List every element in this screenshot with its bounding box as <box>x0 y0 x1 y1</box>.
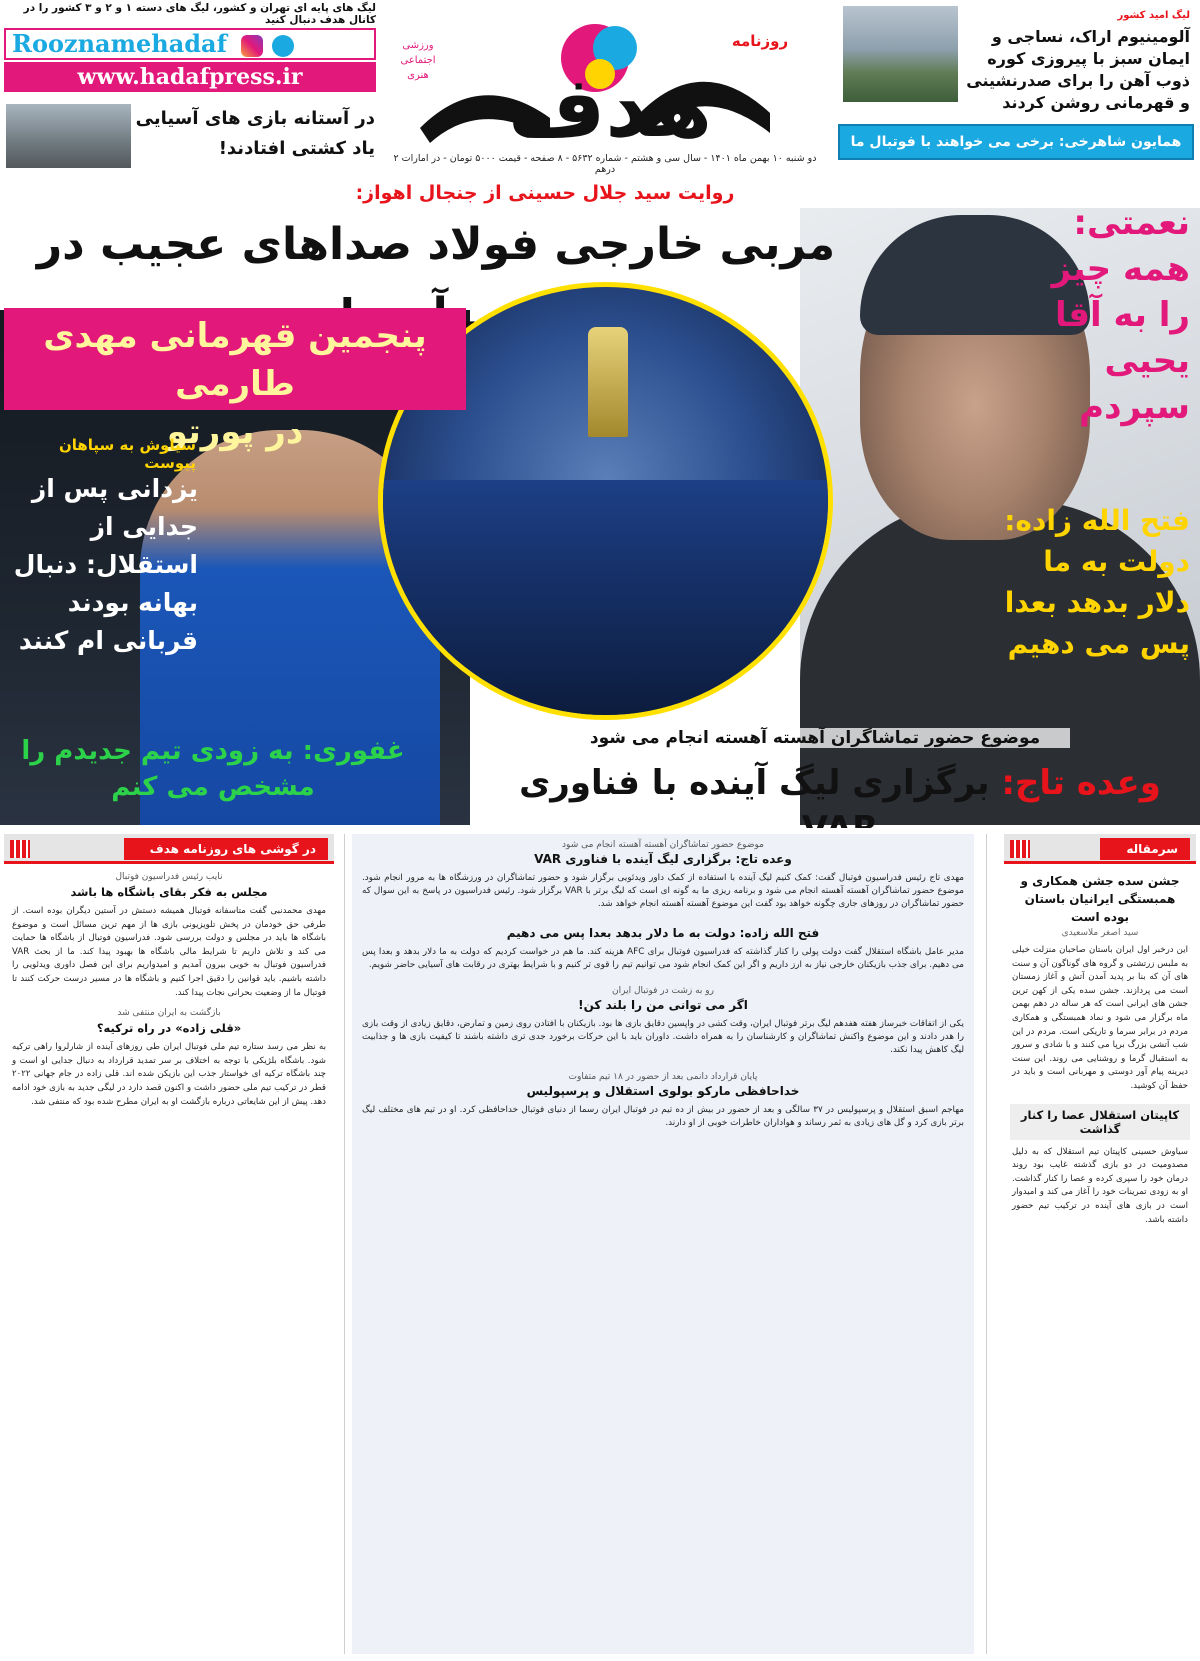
logo-wordmark: هدف <box>507 58 713 156</box>
editorial-author: سید اصغر ملاسعیدی <box>1061 928 1139 938</box>
top-right-band: همایون شاهرخی: برخی می خواهند با فوتبال ما بازی کنند <box>838 124 1194 160</box>
channel-note: لیگ های پایه ای تهران و کشور، لیگ های دسته ۱ و ۲ و ۳ کشور را در کانال هدف دنبال کنید <box>23 2 376 26</box>
taremi-box[interactable] <box>4 308 466 452</box>
top-right-title: آلومینیوم اراک، نساجی و ایمان سبز با پیروزی کوره ذوب آهن را برای صدرنشینی و قهرمانی روشن کردند <box>966 27 1190 112</box>
wrestling-headline[interactable]: در آستانه بازی های آسیایی یاد کشتی افتادند! <box>135 108 375 159</box>
taremi-line-1: پنجمین قهرمانی مهدی طارمی <box>43 316 427 404</box>
left-body-1: مهدی محمدنبی گفت متاسفانه فوتبال همیشه دستش در آستین دیگران بوده است. از طرفی حق خودمان در پخش تلویزیونی بازی ها از مهم ترین مسائل است و موضوع باشگاه ها باید در مجلس و دولت بررسی شود. فدراسیون فوتبال از باشگاه ها حمایت می کند و تلاش داریم تا شرایط مالی باشگاه ها بهبود پیدا کند. ما از بحث VAR فدراسیون فوتبال به خوبی بیرون آمدیم و امیدواریم برای این فصل داوری ویدئویی را داشته باشیم. باید قوانین را دقیق اجرا کنیم و باشگاه ها در مسیر درست حرکت کنند تا فوتبال ما از وضعیت بحرانی نجات پیدا کند. <box>12 906 326 998</box>
top-right-kicker: لیگ امید کشور <box>1117 10 1190 21</box>
mid-kicker-1: موضوع حضور تماشاگران آهسته آهسته انجام می شود <box>562 840 764 850</box>
right-column <box>1004 834 1196 1654</box>
social-handle: Rooznamehadaf <box>12 29 227 58</box>
siavash-sub: سیاوش به سپاهان پیوست <box>58 436 196 472</box>
captain-title[interactable]: کاپیتان استقلال عصا را کنار گذاشت <box>1010 1104 1190 1140</box>
editorial-body: این درخبر اول ایران باستان صاحبان منزلت خیلی به ملبس زرتشتی و گروه های گوناگون آن و سنت های آن که بنا بر پدید آمدن آتش و آغاز زمستان است می پردازند. جشن سده یکی از کهن ترین جشن های ایرانی است که هر ساله در دهم بهمن ماه برگزار می شود و نماد همبستگی و همکاری مردم در برابر سرما و تاریکی است. مردم در این شب آتشی بزرگ برپا می کنند و با شادی و سرور به استقبال گرما و روشنایی می روند. این سنت دیرینه پیام آور دوستی و مهربانی است و باید در حفظ آن کوشید. <box>1012 945 1188 1091</box>
yazdani-headline[interactable]: یزدانی پس از جدایی از استقلال: دنبال بهانه بودند قربانی ام کنند <box>13 474 198 655</box>
main-headline[interactable]: مربی خارجی فولاد صداهای عجیب در <box>36 219 836 270</box>
mid-body-4: مهاجم اسبق استقلال و پرسپولیس در ۳۷ سالگی و بعد از حضور در بیش از ده تیم در فوتبال ایران رسما از دنیای فوتبال خداحافظی کرد. او در تیم های مختلف لیگ برتر بازی کرد و گل های زیادی به ثمر رساند و هواداران خاطرات خوبی از او دارند. <box>362 1104 965 1128</box>
logo-label: روزنامه <box>731 32 789 50</box>
nemati-quote: همه چیز را به آقا یحیی سپردم <box>1051 249 1190 427</box>
var-subhead: موضوع حضور تماشاگران آهسته آهسته انجام می شود <box>560 728 1070 748</box>
mid-kicker-3: رو به زشت در فوتبال ایران <box>612 986 714 997</box>
left-header-block <box>0 0 380 175</box>
editorial-title[interactable]: جشن سده جشن همکاری و همبستگی ایرانیان باستان بوده است <box>1020 874 1180 924</box>
main-kicker: روایت سید جلال حسینی از جنجال اهواز: <box>355 182 735 204</box>
grid-icon <box>1010 840 1030 858</box>
top-right-story[interactable] <box>838 2 1194 182</box>
logo-tag-3: هنری <box>407 70 429 81</box>
left-body-2: به نظر می رسد ستاره تیم ملی فوتبال ایران طی روزهای آینده از شارلروا راهی ترکیه شود. باشگاه بلژیکی با توجه به اختلاف بر سر تمدید قرارداد به دنبال جدایی او است و چند باشگاه ترکیه ای خواستار جذب این بازیکن شده اند. قلی زاده در جام جهانی ۲۰۲۲ قطر در ترکیب تیم ملی حضور داشت و اکنون قصد دارد در لیگی جدید به بازی خود ادامه دهد. پیش از این شایعاتی درباره بازگشت او به ایران مطرح شده بود که منتفی شد. <box>12 1042 326 1107</box>
middle-column <box>352 834 974 1654</box>
taremi-line-2: در پورتو <box>166 412 304 452</box>
mid-title-4[interactable]: خداحافظی مارکو بولوی استقلال و پرسپولیس <box>526 1083 800 1098</box>
left-title-2[interactable]: «قلی زاده» در راه ترکیه؟ <box>96 1021 242 1036</box>
grid-icon <box>10 840 30 858</box>
editorial-title-label: سرمقاله <box>1100 838 1190 860</box>
hadaf-logo <box>400 8 820 158</box>
mid-body-1: مهدی تاج رئیس فدراسیون فوتبال گفت: کمک کنیم لیگ آینده با استفاده از کمک داور ویدئویی برگزار شود و حضور تماشاگران در ورزشگاه ها به مرور انجام شود. موضوع حضور تماشاگران آهسته آهسته انجام می شود و برنامه ریزی ما به گونه ای است که لیگ برتر با VAR برگزار شود. رئیس فدراسیون در پاسخ به این سوال که حضور تماشاگران در روزهای جاری چگونه خواهد بود گفت این موضوع آهسته آهسته انجام خواهد شد. <box>362 873 964 910</box>
issue-meta: دو شنبه ۱۰ بهمن ماه ۱۴۰۱ - سال سی و هشتم - شماره ۵۶۳۲ - ۸ صفحه - قیمت ۵۰۰۰ تومان - در امارات ۲ درهم <box>393 153 817 175</box>
ghafouri-headline[interactable]: غفوری: به زودی تیم جدیدم را مشخص می کنم <box>21 736 405 802</box>
left-column <box>4 834 334 1654</box>
var-headline-a: وعده تاج: <box>1001 763 1161 803</box>
celebrating-players <box>383 480 828 715</box>
mid-body-3: یکی از اتفاقات خبرساز هفته هفدهم لیگ برتر فوتبال ایران، وقت کشی در واپسین دقایق بازی ها بود. بازیکنان با افتادن روی زمین و تمارض، دقایق زیادی از وقت بازی را هدر دادند و این موضوع واکنش تماشاگران و کارشناسان را به همراه داشت. داوران باید با این حرکات برخورد جدی تری داشته باشند تا کیفیت بازی ها و جذابیت لیگ کاهش پیدا نکند. <box>362 1019 964 1056</box>
trophy-icon <box>588 327 628 437</box>
nemati-headline[interactable] <box>1010 200 1190 430</box>
mid-title-2[interactable]: فتح الله زاده: دولت به ما دلار بدهد بعدا پس می دهیم <box>506 925 820 940</box>
column-divider <box>986 834 987 1654</box>
mid-title-3[interactable]: اگر می توانی من را بلند کن! <box>578 998 748 1013</box>
masthead-area <box>0 0 1200 182</box>
website-band[interactable]: www.hadafpress.ir <box>4 62 376 92</box>
left-column-header <box>4 834 334 864</box>
social-handle-band[interactable] <box>4 28 376 60</box>
fathollahzadeh-headline[interactable]: فتح الله زاده: دولت به ما دلار بدهد بعدا پس می دهیم <box>1004 504 1190 660</box>
var-headline-b: برگزاری لیگ آینده با فناوری <box>519 763 990 803</box>
youth-league-photo <box>843 6 958 102</box>
left-kicker-1: نایب رئیس فدراسیون فوتبال <box>115 872 223 882</box>
captain-body: سیاوش حسینی کاپیتان تیم استقلال که به دلیل مصدومیت در دو بازی گذشته غایب بود روند درمان خود را سپری کرده و عصا را کنار گذاشت. او به زودی تمرینات خود را آغاز می کند و امیدوار است در بازی های آینده در ترکیب تیم حضور داشته باشد. <box>1012 1146 1188 1225</box>
column-divider <box>344 834 345 1654</box>
logo-tag-2: اجتماعی <box>400 55 436 66</box>
left-kicker-2: بازگشت به ایران منتفی شد <box>117 1008 221 1019</box>
mid-body-2: مدیر عامل باشگاه استقلال گفت دولت پولی را کنار گذاشته که فدراسیون فوتبال برای AFC هزینه کند. ما هم در خواست کردیم که دولت به ما دلار بدهد و بعدا پس می دهیم. برای جذب بازیکنان خارجی نیاز به ارز داریم و اگر این کمک انجام شود می توانیم تیم را قوی تر کنیم و با شرایط بهتری در رقابت های آسیایی حاضر شویم. <box>362 946 964 970</box>
logo-tag-1: ورزشی <box>402 40 434 51</box>
mid-kicker-4: پایان قرارداد دانمی بعد از حضور در ۱۸ تیم متفاوت <box>568 1071 758 1082</box>
left-title-1[interactable]: مجلس به فکر بقای باشگاه ها باشد <box>70 885 268 899</box>
editorial-header <box>1004 834 1196 864</box>
wrestling-officials-photo <box>6 104 131 168</box>
nemati-name: نعمتی: <box>1073 203 1190 243</box>
left-column-title: در گوشی های روزنامه هدف <box>124 838 328 860</box>
instagram-icon <box>241 35 263 57</box>
mid-title-1[interactable]: وعده تاج: برگزاری لیگ آینده با فناوری VAR <box>534 852 792 866</box>
telegram-icon <box>272 35 294 57</box>
